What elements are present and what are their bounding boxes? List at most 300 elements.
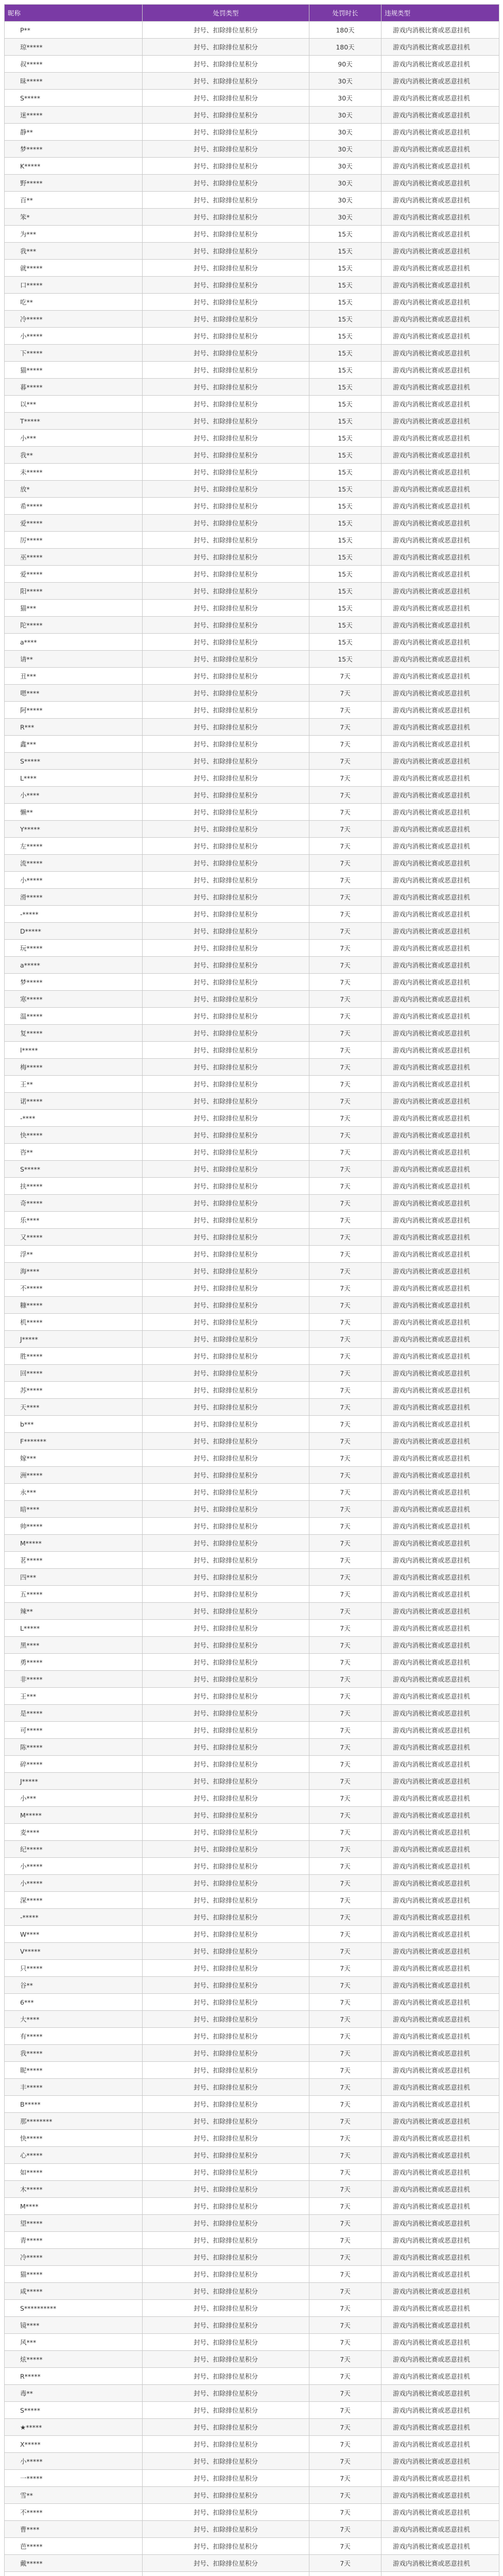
violation-type-cell: 游戏内消极比赛或恶意挂机 (381, 532, 499, 549)
nickname-cell: -**** (5, 1110, 143, 1127)
table-row (5, 2079, 499, 2096)
violation-type-cell: 游戏内消极比赛或恶意挂机 (381, 668, 499, 685)
violation-type-cell: 游戏内消极比赛或恶意挂机 (381, 2436, 499, 2453)
punishment-duration-cell: 7天 (309, 1790, 381, 1807)
nickname-cell: 梦***** (5, 974, 143, 991)
table-row (5, 2470, 499, 2487)
punishment-type-cell: 封号、扣除排位星积分 (143, 2538, 309, 2555)
punishment-duration-cell: 7天 (309, 872, 381, 889)
punishment-type-cell: 封号、扣除排位星积分 (143, 1739, 309, 1756)
nickname-cell: 丰***** (5, 2079, 143, 2096)
nickname-cell: 只***** (5, 1960, 143, 1977)
table-row (5, 668, 499, 685)
punishment-type-cell: 封号、扣除排位星积分 (143, 2419, 309, 2436)
table-row (5, 1212, 499, 1229)
punishment-type-cell: 封号、扣除排位星积分 (143, 1824, 309, 1841)
nickname-cell: S***** (5, 90, 143, 107)
table-row (5, 2181, 499, 2198)
nickname-cell: 叔***** (5, 56, 143, 73)
header-punishment-type: 处罚类型 (143, 5, 309, 22)
table-row (5, 600, 499, 617)
punishment-duration-cell: 7天 (309, 855, 381, 872)
violation-type-cell: 游戏内消极比赛或恶意挂机 (381, 889, 499, 906)
table-row (5, 345, 499, 362)
table-row (5, 2113, 499, 2130)
nickname-cell: 为*** (5, 226, 143, 243)
nickname-cell: 辣** (5, 1603, 143, 1620)
punishment-type-cell: 封号、扣除排位星积分 (143, 277, 309, 294)
nickname-cell: 流***** (5, 855, 143, 872)
nickname-cell: 暗**** (5, 1501, 143, 1518)
punishment-duration-cell: 30天 (309, 124, 381, 141)
violation-type-cell: 游戏内消极比赛或恶意挂机 (381, 22, 499, 39)
punishment-type-cell: 封号、扣除排位星积分 (143, 22, 309, 39)
punishment-duration-cell: 7天 (309, 2351, 381, 2368)
violation-type-cell: 游戏内消极比赛或恶意挂机 (381, 1722, 499, 1739)
punishment-type-cell: 封号、扣除排位星积分 (143, 1399, 309, 1416)
punishment-duration-cell: 7天 (309, 804, 381, 821)
table-row (5, 1994, 499, 2011)
punishment-type-cell: 封号、扣除排位星积分 (143, 2300, 309, 2317)
punishment-duration-cell: 30天 (309, 158, 381, 175)
violation-type-cell: 游戏内消极比赛或恶意挂机 (381, 1484, 499, 1501)
punishment-type-cell: 封号、扣除排位星积分 (143, 991, 309, 1008)
header-violation-type: 违规类型 (381, 5, 499, 22)
punishment-type-cell: 封号、扣除排位星积分 (143, 260, 309, 277)
violation-type-cell: 游戏内消极比赛或恶意挂机 (381, 1110, 499, 1127)
punishment-duration-cell: 7天 (309, 1637, 381, 1654)
table-row (5, 2436, 499, 2453)
violation-type-cell: 游戏内消极比赛或恶意挂机 (381, 1229, 499, 1246)
punishment-duration-cell: 15天 (309, 413, 381, 430)
violation-type-cell: 游戏内消极比赛或恶意挂机 (381, 787, 499, 804)
violation-type-cell: 游戏内消极比赛或恶意挂机 (381, 2419, 499, 2436)
punishment-duration-cell: 7天 (309, 991, 381, 1008)
punishment-type-cell: 封号、扣除排位星积分 (143, 804, 309, 821)
punishment-type-cell: 封号、扣除排位星积分 (143, 617, 309, 634)
punishment-duration-cell: 7天 (309, 2385, 381, 2402)
nickname-cell: 可***** (5, 1722, 143, 1739)
violation-type-cell: 游戏内消极比赛或恶意挂机 (381, 1365, 499, 1382)
violation-type-cell: 游戏内消极比赛或恶意挂机 (381, 1348, 499, 1365)
nickname-cell: 就***** (5, 260, 143, 277)
table-row (5, 1076, 499, 1093)
punishment-type-cell: 封号、扣除排位星积分 (143, 1875, 309, 1892)
punishment-type-cell: 封号、扣除排位星积分 (143, 1977, 309, 1994)
punishment-type-cell: 封号、扣除排位星积分 (143, 1025, 309, 1042)
violation-type-cell: 游戏内消极比赛或恶意挂机 (381, 1059, 499, 1076)
header-nickname: 昵称 (5, 5, 143, 22)
violation-type-cell: 游戏内消极比赛或恶意挂机 (381, 2555, 499, 2572)
punishment-duration-cell: 7天 (309, 1824, 381, 1841)
violation-type-cell: 游戏内消极比赛或恶意挂机 (381, 736, 499, 753)
violation-type-cell: 游戏内消极比赛或恶意挂机 (381, 2266, 499, 2283)
violation-type-cell: 游戏内消极比赛或恶意挂机 (381, 2538, 499, 2555)
nickname-cell: 那******** (5, 2113, 143, 2130)
violation-type-cell: 游戏内消极比赛或恶意挂机 (381, 481, 499, 498)
violation-type-cell: 游戏内消极比赛或恶意挂机 (381, 804, 499, 821)
table-row (5, 787, 499, 804)
punishment-type-cell: 封号、扣除排位星积分 (143, 1076, 309, 1093)
nickname-cell: 王*** (5, 1688, 143, 1705)
table-row (5, 1722, 499, 1739)
violation-type-cell: 游戏内消极比赛或恶意挂机 (381, 141, 499, 158)
violation-type-cell: 游戏内消极比赛或恶意挂机 (381, 2164, 499, 2181)
table-row (5, 1824, 499, 1841)
punishment-type-cell: 封号、扣除排位星积分 (143, 1110, 309, 1127)
punishment-duration-cell: 7天 (309, 1756, 381, 1773)
nickname-cell: M***** (5, 1535, 143, 1552)
punishment-duration-cell: 7天 (309, 1892, 381, 1909)
nickname-cell: 昧***** (5, 73, 143, 90)
nickname-cell: 炫***** (5, 2351, 143, 2368)
nickname-cell: 琼***** (5, 39, 143, 56)
punishment-duration-cell: 7天 (309, 1654, 381, 1671)
table-row (5, 2487, 499, 2504)
punishment-type-cell: 封号、扣除排位星积分 (143, 413, 309, 430)
table-row (5, 277, 499, 294)
violation-type-cell: 游戏内消极比赛或恶意挂机 (381, 1518, 499, 1535)
table-body (5, 22, 499, 2576)
punishment-type-cell: 封号、扣除排位星积分 (143, 736, 309, 753)
nickname-cell: 下***** (5, 345, 143, 362)
nickname-cell: 6*** (5, 1994, 143, 2011)
nickname-cell: 静** (5, 124, 143, 141)
punishment-type-cell: 封号、扣除排位星积分 (143, 2164, 309, 2181)
nickname-cell: 王** (5, 1076, 143, 1093)
nickname-cell: 碎***** (5, 1756, 143, 1773)
nickname-cell: b*** (5, 1416, 143, 1433)
violation-type-cell: 游戏内消极比赛或恶意挂机 (381, 651, 499, 668)
nickname-cell: 昵***** (5, 2062, 143, 2079)
table-row (5, 260, 499, 277)
punishment-type-cell: 封号、扣除排位星积分 (143, 2368, 309, 2385)
table-row (5, 1501, 499, 1518)
table-row (5, 549, 499, 566)
punishment-type-cell: 封号、扣除排位星积分 (143, 1501, 309, 1518)
punishment-type-cell: 封号、扣除排位星积分 (143, 1008, 309, 1025)
nickname-cell: 冷***** (5, 2249, 143, 2266)
punishment-type-cell: 封号、扣除排位星积分 (143, 481, 309, 498)
punishment-type-cell: 封号、扣除排位星积分 (143, 1620, 309, 1637)
nickname-cell: a**** (5, 634, 143, 651)
nickname-cell: 麦**** (5, 1824, 143, 1841)
table-row (5, 294, 499, 311)
table-row (5, 2215, 499, 2232)
punishment-type-cell: 封号、扣除排位星积分 (143, 1263, 309, 1280)
table-row (5, 2164, 499, 2181)
nickname-cell: 笨* (5, 209, 143, 226)
table-row (5, 1093, 499, 1110)
punishment-type-cell: 封号、扣除排位星积分 (143, 1841, 309, 1858)
table-row (5, 2147, 499, 2164)
violation-type-cell: 游戏内消极比赛或恶意挂机 (381, 855, 499, 872)
punishment-type-cell: 封号、扣除排位星积分 (143, 872, 309, 889)
violation-type-cell: 游戏内消极比赛或恶意挂机 (381, 1569, 499, 1586)
punishment-type-cell: 封号、扣除排位星积分 (143, 396, 309, 413)
violation-type-cell: 游戏内消极比赛或恶意挂机 (381, 2351, 499, 2368)
nickname-cell: 希***** (5, 498, 143, 515)
violation-type-cell: 游戏内消极比赛或恶意挂机 (381, 770, 499, 787)
violation-type-cell: 游戏内消极比赛或恶意挂机 (381, 2521, 499, 2538)
punishment-duration-cell: 15天 (309, 481, 381, 498)
nickname-cell (5, 2572, 143, 2576)
punishment-type-cell: 封号、扣除排位星积分 (143, 787, 309, 804)
punishment-duration-cell: 7天 (309, 1773, 381, 1790)
table-row (5, 1110, 499, 1127)
violation-type-cell: 游戏内消极比赛或恶意挂机 (381, 192, 499, 209)
table-row (5, 107, 499, 124)
punishment-duration-cell: 7天 (309, 2283, 381, 2300)
punishment-duration-cell: 7天 (309, 1229, 381, 1246)
punishment-type-cell: 封号、扣除排位星积分 (143, 345, 309, 362)
table-row (5, 2402, 499, 2419)
table-row (5, 73, 499, 90)
nickname-cell: 洲***** (5, 1467, 143, 1484)
punishment-type-cell: 封号、扣除排位星积分 (143, 1348, 309, 1365)
punishment-duration-cell: 7天 (309, 1552, 381, 1569)
punishment-type-cell: 封号、扣除排位星积分 (143, 362, 309, 379)
table-row (5, 2283, 499, 2300)
punishment-type-cell: 封号、扣除排位星积分 (143, 1790, 309, 1807)
violation-type-cell: 游戏内消极比赛或恶意挂机 (381, 2317, 499, 2334)
punishment-duration-cell: 15天 (309, 498, 381, 515)
table-row (5, 515, 499, 532)
violation-type-cell: 游戏内消极比赛或恶意挂机 (381, 1654, 499, 1671)
nickname-cell: 滑***** (5, 889, 143, 906)
violation-type-cell: 游戏内消极比赛或恶意挂机 (381, 2368, 499, 2385)
punishment-type-cell: 封号、扣除排位星积分 (143, 634, 309, 651)
table-row (5, 2555, 499, 2572)
violation-type-cell: 游戏内消极比赛或恶意挂机 (381, 1739, 499, 1756)
table-row (5, 1773, 499, 1790)
punishment-duration-cell: 7天 (309, 1127, 381, 1144)
punishment-type-cell: 封号、扣除排位星积分 (143, 600, 309, 617)
violation-type-cell: 游戏内消极比赛或恶意挂机 (381, 1756, 499, 1773)
violation-type-cell: 游戏内消极比赛或恶意挂机 (381, 107, 499, 124)
punishment-type-cell: 封号、扣除排位星积分 (143, 1722, 309, 1739)
nickname-cell: 寒***** (5, 991, 143, 1008)
punishment-duration-cell: 7天 (309, 2419, 381, 2436)
punishment-duration-cell: 7天 (309, 1382, 381, 1399)
punishment-duration-cell: 7天 (309, 1212, 381, 1229)
punishment-duration-cell: 7天 (309, 2470, 381, 2487)
violation-type-cell: 游戏内消极比赛或恶意挂机 (381, 2062, 499, 2079)
table-row (5, 1909, 499, 1926)
table-row (5, 362, 499, 379)
table-row (5, 1059, 499, 1076)
table-row (5, 838, 499, 855)
table-row (5, 1263, 499, 1280)
nickname-cell: 心***** (5, 2147, 143, 2164)
violation-type-cell: 游戏内消极比赛或恶意挂机 (381, 379, 499, 396)
punishment-duration-cell: 7天 (309, 1331, 381, 1348)
violation-type-cell: 游戏内消极比赛或恶意挂机 (381, 2487, 499, 2504)
violation-type-cell: 游戏内消极比赛或恶意挂机 (381, 991, 499, 1008)
violation-type-cell: 游戏内消极比赛或恶意挂机 (381, 634, 499, 651)
table-row (5, 1025, 499, 1042)
punishment-duration-cell: 15天 (309, 294, 381, 311)
punishment-duration-cell: 7天 (309, 1909, 381, 1926)
punishment-duration-cell: 7天 (309, 1076, 381, 1093)
header-row (5, 5, 499, 22)
punishment-duration-cell: 7天 (309, 702, 381, 719)
punishment-duration-cell: 7天 (309, 1807, 381, 1824)
table-row (5, 1467, 499, 1484)
violation-type-cell: 游戏内消极比赛或恶意挂机 (381, 838, 499, 855)
violation-type-cell: 游戏内消极比赛或恶意挂机 (381, 260, 499, 277)
table-row (5, 481, 499, 498)
violation-type-cell: 游戏内消极比赛或恶意挂机 (381, 498, 499, 515)
punishment-duration-cell: 7天 (309, 1246, 381, 1263)
table-row (5, 855, 499, 872)
table-row (5, 2096, 499, 2113)
table-row (5, 2045, 499, 2062)
table-row (5, 1144, 499, 1161)
nickname-cell: 猫***** (5, 362, 143, 379)
punishment-type-cell: 封号、扣除排位星积分 (143, 1518, 309, 1535)
table-row (5, 447, 499, 464)
punishment-type-cell: 封号、扣除排位星积分 (143, 107, 309, 124)
table-row (5, 2334, 499, 2351)
nickname-cell: 四*** (5, 1569, 143, 1586)
punishment-type-cell: 封号、扣除排位星积分 (143, 940, 309, 957)
punishment-duration-cell: 30天 (309, 73, 381, 90)
violation-type-cell: 游戏内消极比赛或恶意挂机 (381, 56, 499, 73)
nickname-cell: 曹**** (5, 2521, 143, 2538)
nickname-cell: 不***** (5, 1280, 143, 1297)
punishment-type-cell: 封号、扣除排位星积分 (143, 2249, 309, 2266)
nickname-cell: 鑫*** (5, 736, 143, 753)
table-row (5, 719, 499, 736)
punishment-duration-cell: 7天 (309, 2334, 381, 2351)
table-row (5, 1399, 499, 1416)
nickname-cell: 有***** (5, 2028, 143, 2045)
punishment-duration-cell: 7天 (309, 1977, 381, 1994)
punishment-type-cell: 封号、扣除排位星积分 (143, 549, 309, 566)
punishment-duration-cell: 15天 (309, 396, 381, 413)
violation-type-cell: 游戏内消极比赛或恶意挂机 (381, 1025, 499, 1042)
punishment-duration-cell: 7天 (309, 1025, 381, 1042)
table-row (5, 328, 499, 345)
punishment-duration-cell: 7天 (309, 838, 381, 855)
violation-type-cell: 游戏内消极比赛或恶意挂机 (381, 277, 499, 294)
punishment-duration-cell: 7天 (309, 736, 381, 753)
punishment-duration-cell: 180天 (309, 22, 381, 39)
table-row (5, 175, 499, 192)
punishment-type-cell: 封号、扣除排位星积分 (143, 1331, 309, 1348)
punishment-type-cell: 封号、扣除排位星积分 (143, 90, 309, 107)
punishment-type-cell: 封号、扣除排位星积分 (143, 1127, 309, 1144)
violation-type-cell: 游戏内消极比赛或恶意挂机 (381, 1875, 499, 1892)
nickname-cell: 丑*** (5, 668, 143, 685)
punishment-type-cell: 封号、扣除排位星积分 (143, 1382, 309, 1399)
violation-type-cell: 游戏内消极比赛或恶意挂机 (381, 1433, 499, 1450)
punishment-type-cell: 封号、扣除排位星积分 (143, 141, 309, 158)
nickname-cell: 我***** (5, 2045, 143, 2062)
table-row (5, 1756, 499, 1773)
table-row (5, 90, 499, 107)
nickname-cell: 未***** (5, 464, 143, 481)
table-row (5, 1518, 499, 1535)
punishment-duration-cell: 7天 (309, 1450, 381, 1467)
table-row (5, 1195, 499, 1212)
punishment-duration-cell: 15天 (309, 566, 381, 583)
table-row (5, 1569, 499, 1586)
punishment-duration-cell: 7天 (309, 2079, 381, 2096)
punishment-type-cell: 封号、扣除排位星积分 (143, 957, 309, 974)
punishment-type-cell: 封号、扣除排位星积分 (143, 192, 309, 209)
punishment-type-cell: 封号、扣除排位星积分 (143, 1297, 309, 1314)
nickname-cell: 诺***** (5, 1093, 143, 1110)
punishment-type-cell: 封号、扣除排位星积分 (143, 2266, 309, 2283)
nickname-cell: S***** (5, 2402, 143, 2419)
table-row (5, 1586, 499, 1603)
nickname-cell: 嗯**** (5, 685, 143, 702)
punishment-duration-cell: 7天 (309, 2402, 381, 2419)
table-row (5, 2300, 499, 2317)
table-row (5, 124, 499, 141)
nickname-cell: M**** (5, 2198, 143, 2215)
punishment-duration-cell: 7天 (309, 1178, 381, 1195)
table-row (5, 1926, 499, 1943)
nickname-cell: 茗***** (5, 1552, 143, 1569)
nickname-cell: 不***** (5, 2504, 143, 2521)
punishment-type-cell: 封号、扣除排位星积分 (143, 379, 309, 396)
violation-type-cell: 游戏内消极比赛或恶意挂机 (381, 753, 499, 770)
table-row (5, 1297, 499, 1314)
table-row (5, 1127, 499, 1144)
nickname-cell: K***** (5, 158, 143, 175)
punishment-duration-cell: 7天 (309, 2487, 381, 2504)
punishment-type-cell: 封号、扣除排位星积分 (143, 1484, 309, 1501)
punishment-duration-cell: 7天 (309, 1586, 381, 1603)
punishment-type-cell: 封号、扣除排位星积分 (143, 2198, 309, 2215)
nickname-cell: 冷***** (5, 311, 143, 328)
table-row (5, 158, 499, 175)
punishment-duration-cell: 7天 (309, 1365, 381, 1382)
punishment-type-cell: 封号、扣除排位星积分 (143, 838, 309, 855)
punishment-duration-cell: 7天 (309, 1059, 381, 1076)
table-row (5, 2011, 499, 2028)
nickname-cell: J***** (5, 1773, 143, 1790)
table-row (5, 685, 499, 702)
violation-type-cell: 游戏内消极比赛或恶意挂机 (381, 1501, 499, 1518)
violation-type-cell: 游戏内消极比赛或恶意挂机 (381, 1076, 499, 1093)
punishment-type-cell: 封号、扣除排位星积分 (143, 515, 309, 532)
table-row (5, 1416, 499, 1433)
punishment-type-cell: 封号、扣除排位星积分 (143, 1178, 309, 1195)
violation-type-cell: 游戏内消极比赛或恶意挂机 (381, 685, 499, 702)
punishment-duration-cell: 7天 (309, 923, 381, 940)
table-row (5, 1960, 499, 1977)
punishment-duration-cell: 15天 (309, 532, 381, 549)
table-row (5, 1348, 499, 1365)
nickname-cell: -***** (5, 1909, 143, 1926)
nickname-cell: 小***** (5, 1858, 143, 1875)
punishment-duration-cell: 7天 (309, 1195, 381, 1212)
nickname-cell: l***** (5, 1042, 143, 1059)
punishment-duration-cell: 15天 (309, 243, 381, 260)
table-row (5, 651, 499, 668)
punishment-duration-cell: 7天 (309, 1042, 381, 1059)
punishment-type-cell: 封号、扣除排位星积分 (143, 770, 309, 787)
punishment-type-cell: 封号、扣除排位星积分 (143, 2147, 309, 2164)
punishment-duration-cell: 7天 (309, 1739, 381, 1756)
punishment-type-cell: 封号、扣除排位星积分 (143, 906, 309, 923)
violation-type-cell: 游戏内消极比赛或恶意挂机 (381, 1603, 499, 1620)
punishment-duration-cell: 7天 (309, 889, 381, 906)
